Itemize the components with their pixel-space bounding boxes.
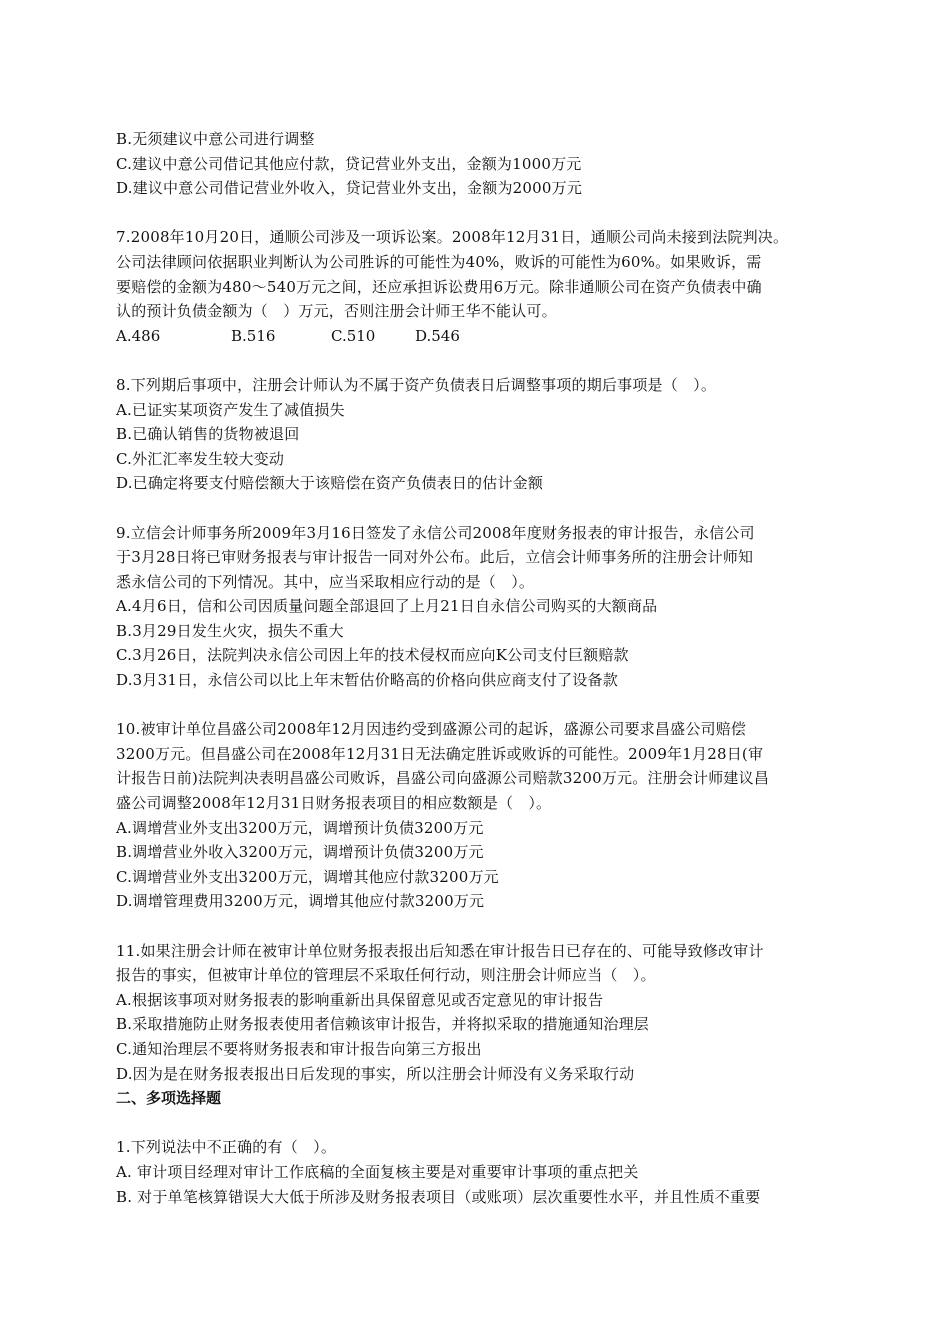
option-8d: D.已确定将要支付赔偿额大于该赔偿在资产负债表日的估计金额 xyxy=(116,474,544,493)
multi-question-1-stem-line: 1.下列说法中不正确的有（ ）。 xyxy=(116,1138,337,1157)
option-9d: D.3月31日，永信公司以比上年末暂估价略高的价格向供应商支付了设备款 xyxy=(116,671,618,690)
option-9b: B.3月29日发生火灾，损失不重大 xyxy=(116,621,344,640)
section-title: 二、多项选择题 xyxy=(116,1089,222,1108)
question-7-options xyxy=(116,324,856,349)
question-7 xyxy=(116,225,856,348)
option-7b: B.516 xyxy=(231,326,276,345)
question-7-stem-line: 公司法律顾问依据职业判断认为公司胜诉的可能性为40%，败诉的可能性为60%。如果败诉，需 xyxy=(116,252,762,271)
option-11a: A.根据该事项对财务报表的影响重新出具保留意见或否定意见的审计报告 xyxy=(116,990,604,1009)
option-10d: D.调增管理费用3200万元，调增其他应付款3200万元 xyxy=(116,892,485,911)
question-11-stem-line: 报告的事实，但被审计单位的管理层不采取任何行动，则注册会计师应当（ ）。 xyxy=(116,966,656,985)
option-6b: B.无须建议中意公司进行调整 xyxy=(116,130,315,148)
option-10a: A.调增营业外支出3200万元，调增预计负债3200万元 xyxy=(116,818,484,837)
option-9a: A.4月6日，信和公司因质量问题全部退回了上月21日自永信公司购买的大额商品 xyxy=(116,597,658,616)
document-page xyxy=(116,127,856,1209)
option-7d: D.546 xyxy=(415,326,460,345)
question-10-stem-line: 盛公司调整2008年12月31日财务报表项目的相应数额是（ ）。 xyxy=(116,794,552,813)
multi-option-1a: A. 审计项目经理对审计工作底稿的全面复核主要是对重要审计事项的重点把关 xyxy=(116,1162,639,1181)
option-6d: D.建议中意公司借记营业外收入，贷记营业外支出，金额为2000万元 xyxy=(116,179,583,198)
question-10-stem-line: 3200万元。但昌盛公司在2008年12月31日无法确定胜诉或败诉的可能性。2009年1月28日(审 xyxy=(116,744,764,763)
question-6-options xyxy=(116,127,856,201)
option-11d: D.因为是在财务报表报出日后发现的事实，所以注册会计师没有义务采取行动 xyxy=(116,1064,635,1083)
question-9-stem-line: 悉永信公司的下列情况。其中，应当采取相应行动的是（ ）。 xyxy=(116,572,535,591)
question-8-stem-line: 8.下列期后事项中，注册会计师认为不属于资产负债表日后调整事项的期后事项是（ ）。 xyxy=(116,375,717,394)
option-10c: C.调增营业外支出3200万元，调增其他应付款3200万元 xyxy=(116,867,499,886)
multi-option-1b: B. 对于单笔核算错误大大低于所涉及财务报表项目（或账项）层次重要性水平，并且性质不重要 xyxy=(116,1187,761,1206)
question-9 xyxy=(116,521,856,693)
question-7-stem-line: 7.2008年10月20日，通顺公司涉及一项诉讼案。2008年12月31日，通顺公司尚未接到法院判决。 xyxy=(116,228,789,247)
option-7c: C.510 xyxy=(331,326,376,345)
question-11-stem-line: 11.如果注册会计师在被审计单位财务报表报出后知悉在审计报告日已存在的、可能导致修改审计 xyxy=(116,941,764,960)
question-9-stem-line: 9.立信会计师事务所2009年3月16日签发了永信公司2008年度财务报表的审计报告，永信公司 xyxy=(116,523,755,542)
question-10-stem-line: 计报告日前)法院判决表明昌盛公司败诉，昌盛公司向盛源公司赔款3200万元。注册会计师建议昌 xyxy=(116,769,770,788)
option-6c: C.建议中意公司借记其他应付款，贷记营业外支出，金额为1000万元 xyxy=(116,154,582,173)
option-11c: C.通知治理层不要将财务报表和审计报告向第三方报出 xyxy=(116,1039,482,1058)
option-8a: A.已证实某项资产发生了减值损失 xyxy=(116,400,345,419)
option-7a: A.486 xyxy=(116,326,161,345)
question-10-stem-line: 10.被审计单位昌盛公司2008年12月因违约受到盛源公司的起诉，盛源公司要求昌盛公司赔偿 xyxy=(116,720,747,739)
question-7-stem-line: 要赔偿的金额为480～540万元之间，还应承担诉讼费用6万元。除非通顺公司在资产负债表中确 xyxy=(116,277,762,296)
question-8 xyxy=(116,373,856,496)
option-10b: B.调增营业外收入3200万元，调增预计负债3200万元 xyxy=(116,843,484,862)
option-8b: B.已确认销售的货物被退回 xyxy=(116,425,300,444)
multi-question-1 xyxy=(116,1135,856,1209)
question-11 xyxy=(116,939,856,1087)
option-11b: B.采取措施防止财务报表使用者信赖该审计报告，并将拟采取的措施通知治理层 xyxy=(116,1015,649,1034)
question-7-stem-line: 认的预计负债金额为（ ）万元，否则注册会计师王华不能认可。 xyxy=(116,302,557,321)
question-9-stem-line: 于3月28日将已审财务报表与审计报告一同对外公布。此后，立信会计师事务所的注册会计师知 xyxy=(116,548,754,567)
option-8c: C.外汇汇率发生较大变动 xyxy=(116,449,285,468)
option-9c: C.3月26日，法院判决永信公司因上年的技术侵权而应向K公司支付巨额赔款 xyxy=(116,646,629,665)
question-10 xyxy=(116,717,856,914)
